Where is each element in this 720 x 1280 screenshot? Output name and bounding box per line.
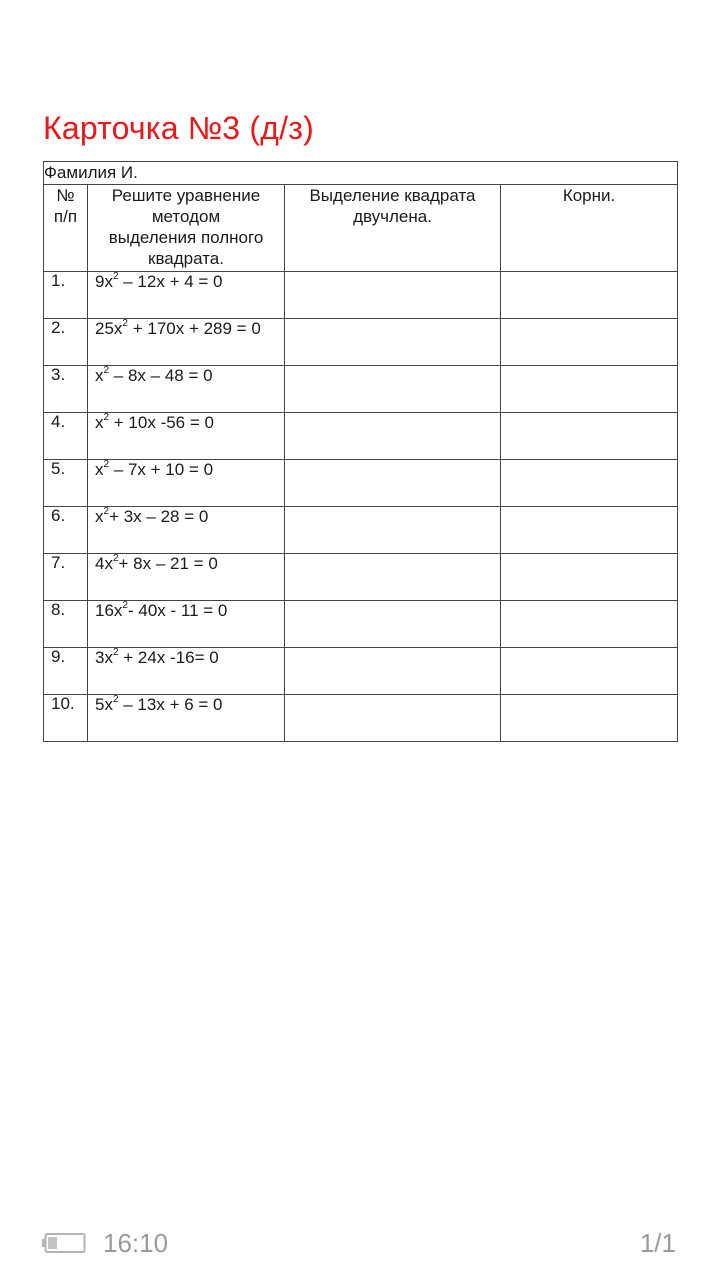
surname-cell: Фамилия И. xyxy=(44,162,678,185)
roots-answer-cell[interactable] xyxy=(501,601,678,648)
equation-text xyxy=(95,648,284,668)
row-number xyxy=(44,366,88,413)
row-number-text: 2. xyxy=(51,318,66,337)
row-number-text: 10. xyxy=(51,694,75,713)
header-task-line: выделения полного xyxy=(108,228,264,247)
row-number-text: 7. xyxy=(51,553,66,572)
exponent: 2 xyxy=(103,506,110,517)
equation-cell xyxy=(88,366,285,413)
square-answer-cell[interactable] xyxy=(285,460,501,507)
square-answer-cell[interactable] xyxy=(285,648,501,695)
equation-leading-term: 3x xyxy=(95,648,113,667)
roots-answer-cell[interactable] xyxy=(501,695,678,742)
square-answer-cell[interactable] xyxy=(285,366,501,413)
header-square-line: двучлена. xyxy=(353,207,432,226)
exponent: 2 xyxy=(112,647,119,658)
name-row xyxy=(44,162,678,185)
row-number-text: 4. xyxy=(51,412,66,431)
equation-cell xyxy=(88,272,285,319)
equation-leading-term: 16x xyxy=(95,601,123,620)
battery-icon xyxy=(42,1233,86,1253)
equation-rest: + 3x – 28 = 0 xyxy=(109,507,209,526)
header-square xyxy=(285,185,501,272)
square-answer-cell[interactable] xyxy=(285,601,501,648)
row-number xyxy=(44,460,88,507)
roots-answer-cell[interactable] xyxy=(501,413,678,460)
equation-leading-term: 4x xyxy=(95,554,113,573)
table-row xyxy=(44,413,678,460)
roots-answer-cell[interactable] xyxy=(501,366,678,413)
row-number-text: 3. xyxy=(51,365,66,384)
header-square-line: Выделение квадрата xyxy=(309,186,476,205)
header-row xyxy=(44,185,678,272)
row-number xyxy=(44,319,88,366)
roots-answer-cell[interactable] xyxy=(501,507,678,554)
equation-cell xyxy=(88,319,285,366)
roots-answer-cell[interactable] xyxy=(501,460,678,507)
square-answer-cell[interactable] xyxy=(285,319,501,366)
equation-leading-term: x xyxy=(95,413,104,432)
square-answer-cell[interactable] xyxy=(285,554,501,601)
square-answer-cell[interactable] xyxy=(285,507,501,554)
equation-cell xyxy=(88,601,285,648)
equation-text xyxy=(95,601,284,621)
equation-cell xyxy=(88,460,285,507)
equation-cell xyxy=(88,648,285,695)
row-number xyxy=(44,601,88,648)
square-answer-cell[interactable] xyxy=(285,272,501,319)
row-number-text: 8. xyxy=(51,600,66,619)
table-row xyxy=(44,601,678,648)
exponent: 2 xyxy=(122,318,128,329)
equation-leading-term: x xyxy=(95,366,104,385)
square-answer-cell[interactable] xyxy=(285,413,501,460)
equation-rest: + 24x -16= 0 xyxy=(118,648,219,667)
equation-rest: – 7x + 10 = 0 xyxy=(109,460,214,479)
equation-cell xyxy=(88,507,285,554)
row-number xyxy=(44,272,88,319)
equation-leading-term: x xyxy=(95,507,104,526)
card-title: Карточка №3 (д/з) xyxy=(43,110,314,146)
exponent: 2 xyxy=(103,365,110,376)
equations-table xyxy=(43,161,678,742)
header-num xyxy=(44,185,88,272)
row-number xyxy=(44,507,88,554)
square-answer-cell[interactable] xyxy=(285,695,501,742)
row-number-text: 5. xyxy=(51,459,66,478)
row-number xyxy=(44,413,88,460)
exponent: 2 xyxy=(122,600,128,611)
table-row xyxy=(44,319,678,366)
equation-leading-term: x xyxy=(95,460,104,479)
equation-text xyxy=(95,507,284,527)
clock-time: 16:10 xyxy=(103,1228,169,1258)
row-number xyxy=(44,648,88,695)
equation-rest: + 170x + 289 = 0 xyxy=(127,319,261,338)
equation-text xyxy=(95,319,284,339)
header-num-line: № xyxy=(56,186,75,205)
table-row xyxy=(44,272,678,319)
header-task-line: методом xyxy=(151,207,221,226)
exponent: 2 xyxy=(112,553,119,564)
header-roots-line: Корни. xyxy=(562,186,616,205)
exponent: 2 xyxy=(103,412,110,423)
row-number xyxy=(44,554,88,601)
row-number-text: 9. xyxy=(51,647,66,666)
equation-text xyxy=(95,272,284,292)
table-row xyxy=(44,366,678,413)
equation-text xyxy=(95,554,284,574)
equation-leading-term: 9x xyxy=(95,272,113,291)
equation-leading-term: 25x xyxy=(95,319,123,338)
header-roots xyxy=(501,185,678,272)
equation-text xyxy=(95,366,284,386)
equation-cell xyxy=(88,695,285,742)
equation-cell xyxy=(88,413,285,460)
roots-answer-cell[interactable] xyxy=(501,319,678,366)
table-row xyxy=(44,648,678,695)
row-number-text: 6. xyxy=(51,506,66,525)
page-counter: 1/1 xyxy=(639,1228,676,1258)
header-task-line: Решите уравнение xyxy=(111,186,261,205)
equation-rest: – 8x – 48 = 0 xyxy=(109,366,213,385)
roots-answer-cell[interactable] xyxy=(501,648,678,695)
row-number xyxy=(44,695,88,742)
table-row xyxy=(44,507,678,554)
row-number-text: 1. xyxy=(51,271,66,290)
equations-body xyxy=(44,272,678,742)
equation-rest: + 10x -56 = 0 xyxy=(109,413,214,432)
exponent: 2 xyxy=(112,694,119,705)
roots-answer-cell[interactable] xyxy=(501,554,678,601)
header-task xyxy=(88,185,285,272)
table-row xyxy=(44,554,678,601)
equation-rest: – 12x + 4 = 0 xyxy=(118,272,223,291)
equation-leading-term: 5x xyxy=(95,695,113,714)
header-num-line: п/п xyxy=(53,207,78,226)
roots-answer-cell[interactable] xyxy=(501,272,678,319)
table-row xyxy=(44,695,678,742)
equation-text xyxy=(95,695,284,715)
equation-text xyxy=(95,413,284,433)
status-bar xyxy=(0,1220,720,1264)
exponent: 2 xyxy=(112,271,119,282)
exponent: 2 xyxy=(103,459,110,470)
equation-rest: - 40x - 11 = 0 xyxy=(127,601,228,620)
equation-text xyxy=(95,460,284,480)
header-task-line: квадрата. xyxy=(148,249,224,268)
equation-rest: + 8x – 21 = 0 xyxy=(118,554,218,573)
equation-rest: – 13x + 6 = 0 xyxy=(118,695,223,714)
table-row xyxy=(44,460,678,507)
equation-cell xyxy=(88,554,285,601)
